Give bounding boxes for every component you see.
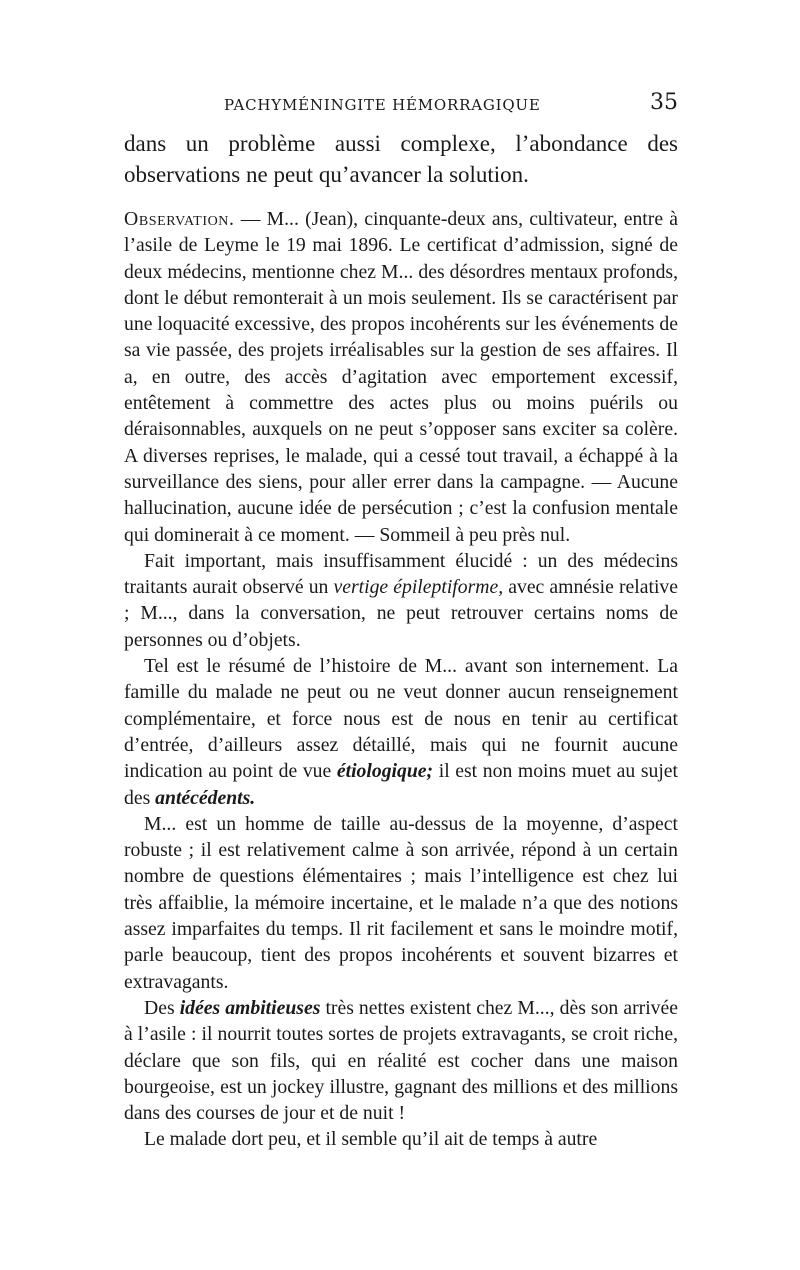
idees-emphasis: idées ambitieuses [179,996,321,1019]
resume-text-b: il est non moins muet au sujet des [124,760,678,809]
resume-emphasis-etiologique: étiologique; [336,760,434,783]
idees-text-b: très nettes existent chez M..., dès son arrivée à l’asile : il nourrit toutes sortes de projets extravagants, se croit riche, déclare que son fils, qui en réalité est cocher dans une maison bourgeoise, est un jockey illustre, gagnant des millions et des millions dans des courses de jour et de nuit ! [124,996,678,1125]
running-header [124,92,678,126]
page-number: 35 [650,90,678,115]
fait-emphasis: vertige épileptiforme, [333,576,504,599]
lead-paragraph: dans un problème aussi complexe, l’abondance des observations ne peut qu’avancer la solution. [124,131,678,187]
resume-emphasis-antecedents: antécédents. [155,786,256,809]
idees-paragraph [124,995,678,1126]
homme-paragraph: M... est un homme de taille au-dessus de la moyenne, d’aspect robuste ; il est relativement calme à son arrivée, répond à un certain nombre de questions élémentaires ; mais l’intelligence est chez lui très affaiblie, la mémoire incertaine, et le malade n’a que des notions assez imparfaites du temps. Il rit facilement et sans le moindre motif, parle beaucoup, tient des propos incohérents et souvent bizarres et extravagants. [124,812,678,993]
fait-text-a: Fait important, mais insuffisamment élucidé : un des médecins traitants aurait observé un [124,549,678,599]
resume-text-a: Tel est le résumé de l’histoire de M... avant son internement. La famille du malade ne peut ou ne veut donner aucun renseignement complémentaire, et force nous est de nous en tenir au certificat d’entrée, d’ailleurs assez détaillé, mais qui ne fournit aucune indication au point de vue [124,655,678,783]
observation-text: — M... (Jean), cinquante-deux ans, cultivateur, entre à l’asile de Leyme le 19 mai 1896. Le certificat d’admission, signé de deux médecins, mentionne chez M... des désordres mentaux profonds, dont le début remonterait à un mois seulement. Ils se caractérisent par une loquacité excessive, des propos incohérents sur les événements de sa vie passée, des projets irréalisables sur la gestion de ses affaires. Il a, en outre, des accès d’agitation avec emportement excessif, entêtement à commettre des actes plus ou moins puérils ou déraisonnables, auxquels on ne peut s’opposer sans exciter sa colère. A diverses reprises, le malade, qui a cessé tout travail, a échappé à la surveillance des siens, pour aller errer dans la campagne. — Aucune hallucination, aucune idée de persécution ; c’est la confusion mentale qui dominerait à ce moment. — Sommeil à peu près nul. [124,208,678,546]
idees-text-a: Des [144,996,180,1019]
resume-paragraph [124,653,678,811]
observation-paragraph [124,206,678,548]
running-title: PACHYMÉNINGITE HÉMORRAGIQUE [224,96,541,114]
fait-text-b: avec amnésie relative ; M..., dans la conversation, ne peut retrouver certains noms de personnes ou d’objets. [124,576,679,651]
dort-paragraph: Le malade dort peu, et il semble qu’il ait de temps à autre [144,1128,598,1151]
observation-label: Observation. [124,208,235,230]
fait-paragraph [124,548,678,653]
